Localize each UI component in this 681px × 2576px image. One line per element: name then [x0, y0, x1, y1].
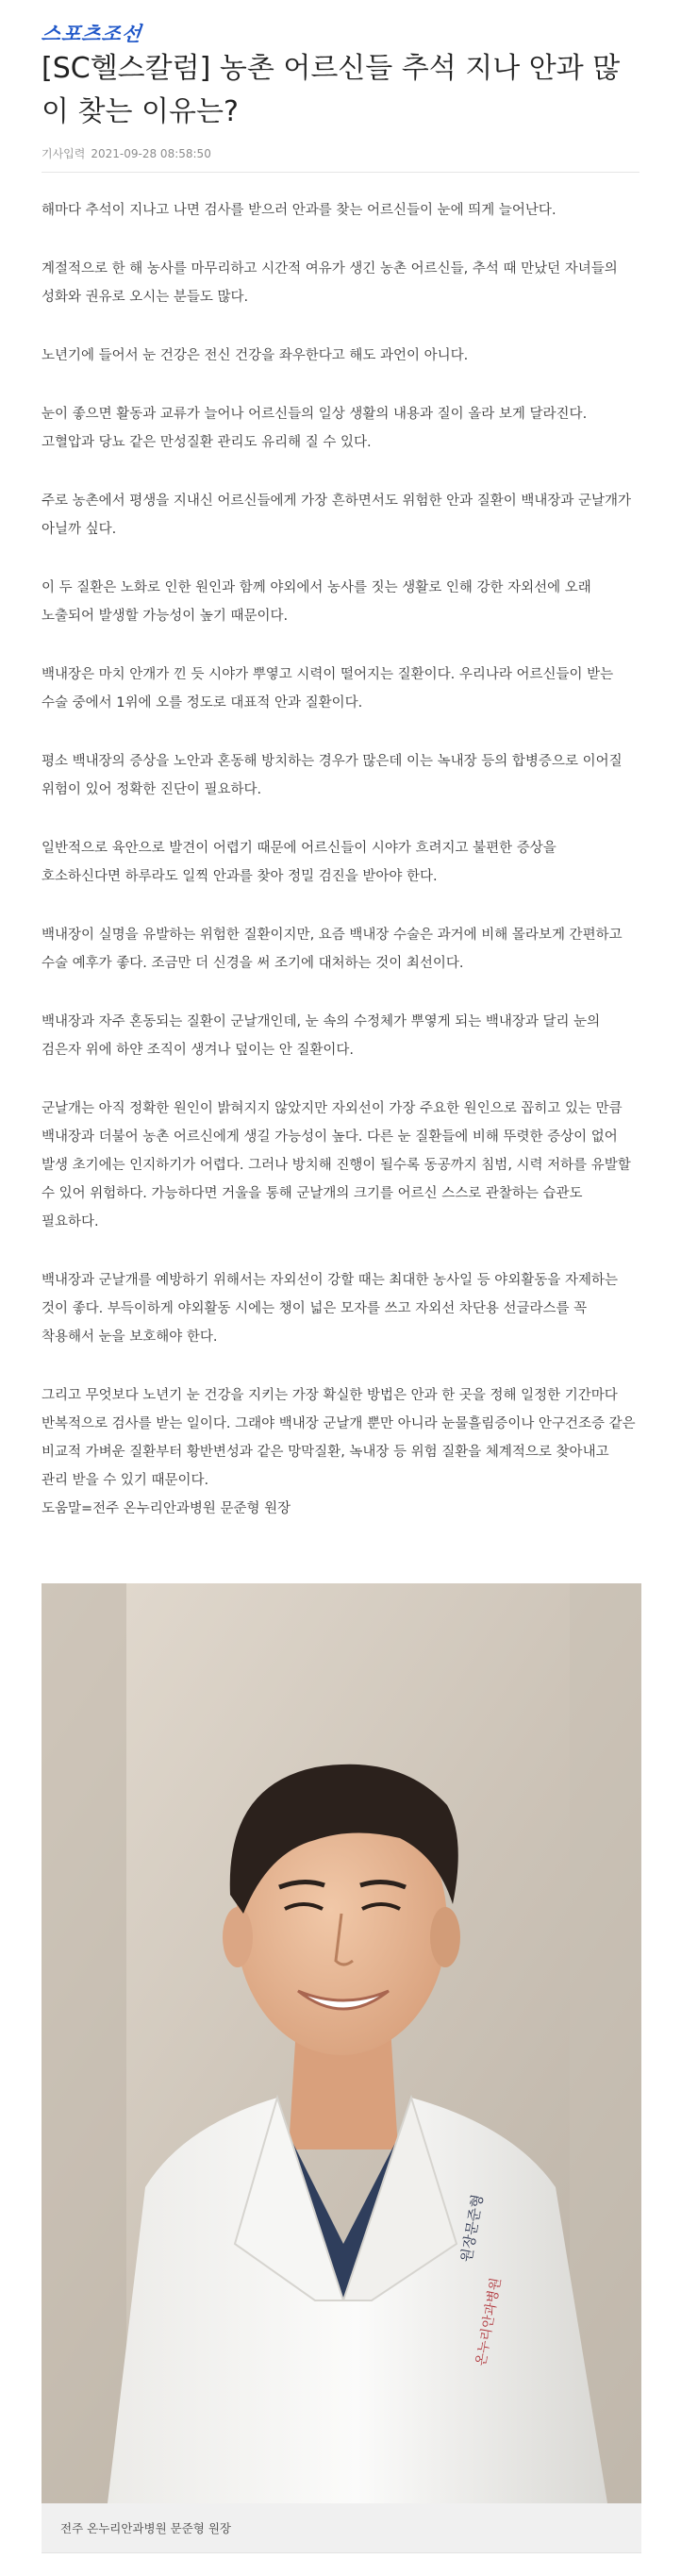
paragraph: 백내장과 군날개를 예방하기 위해서는 자외선이 강할 때는 최대한 농사일 등 야외활동을 자제하는 것이 좋다. 부득이하게 야외활동 시에는 챙이 넓은 모자를 쓰고 자외선 차단용 선글라스를 꼭 착용해서 눈을 보호해야 한다. [42, 1273, 618, 1345]
article-meta [42, 145, 217, 161]
paragraph: 이 두 질환은 노화로 인한 원인과 함께 야외에서 농사를 짓는 생활로 인해 강한 자외선에 오래 노출되어 발생할 가능성이 높기 때문이다. [42, 580, 591, 624]
paragraph: 눈이 좋으면 활동과 교류가 늘어나 어르신들의 일상 생활의 내용과 질이 올라 보게 달라진다. 고혈압과 당뇨 같은 만성질환 관리도 유리해 질 수 있다. [42, 407, 588, 450]
coat-hospital-text: 온누리안과병원 [473, 2276, 505, 2367]
paragraph: 계절적으로 한 해 농사를 마무리하고 시간적 여유가 생긴 농촌 어르신들, 추석 때 만났던 자녀들의 성화와 권유로 오시는 분들도 많다. [42, 261, 618, 305]
site-logo[interactable]: 스포츠조선 [40, 23, 143, 45]
article-title: [SC헬스칼럼] 농촌 어르신들 추석 지나 안과 많이 찾는 이유는? [42, 52, 621, 128]
paragraph: 백내장이 실명을 유발하는 위험한 질환이지만, 요즘 백내장 수술은 과거에 비해 몰라보게 간편하고 수술 예후가 좋다. 조금만 더 신경을 써 조기에 대처하는 것이 최선이다. [42, 928, 623, 971]
paragraph: 백내장은 마치 안개가 낀 듯 시야가 뿌옇고 시력이 떨어지는 질환이다. 우리나라 어르신들이 받는 수술 중에서 1위에 오를 정도로 대표적 안과 질환이다. [42, 667, 614, 711]
photo-caption [42, 2503, 641, 2553]
date-label: 기사입력 [42, 147, 86, 160]
article-credit: 도움말=전주 온누리안과병원 문준형 원장 [42, 1501, 291, 1516]
paragraph: 일반적으로 육안으로 발견이 어렵기 때문에 어르신들이 시야가 흐려지고 불편한 증상을 호소하신다면 하루라도 일찍 안과를 찾아 정밀 검진을 받아야 한다. [42, 841, 556, 884]
paragraph: 주로 농촌에서 평생을 지내신 어르신들에게 가장 흔하면서도 위험한 안과 질환이 백내장과 군날개가 아닐까 싶다. [42, 493, 631, 537]
paragraph: 백내장과 자주 혼동되는 질환이 군날개인데, 눈 속의 수정체가 뿌옇게 되는 백내장과 달리 눈의 검은자 위에 하얀 조직이 생겨나 덮이는 안 질환이다. [42, 1014, 601, 1058]
paragraph: 노년기에 들어서 눈 건강은 전신 건강을 좌우한다고 해도 과언이 아니다. [42, 348, 469, 363]
photo-caption-text: 전주 온누리안과병원 문준형 원장 [60, 2521, 231, 2535]
title-divider [42, 172, 639, 173]
doctor-photo [42, 1583, 641, 2503]
paragraph: 그리고 무엇보다 노년기 눈 건강을 지키는 가장 확실한 방법은 안과 한 곳을 정해 일정한 기간마다 반복적으로 검사를 받는 일이다. 그래야 백내장 군날개 뿐만 아니라 눈물흘림증이나 안구건조증 같은 비교적 가벼운 질환부터 황반변성과 같은 망막질환, 녹내장 등 위험 질환을 체계적으로 찾아내고 관리 받을 수 있기 때문이다. [42, 1388, 636, 1488]
paragraph: 해마다 추석이 지나고 나면 검사를 받으러 안과를 찾는 어르신들이 눈에 띄게 늘어난다. [42, 203, 556, 218]
paragraph: 군날개는 아직 정확한 원인이 밝혀지지 않았지만 자외선이 가장 주요한 원인으로 꼽히고 있는 만큼 백내장과 더불어 농촌 어르신에게 생길 가능성이 높다. 다른 눈 질환들에 비해 뚜렷한 증상이 없어 발생 초기에는 인지하기가 어렵다. 그러나 방치해 진행이 될수록 동공까지 침범, 시력 저하를 유발할 수 있어 위험하다. 가능하다면 거울을 통해 군날개의 크기를 어르신 스스로 관찰하는 습관도 필요하다. [42, 1101, 631, 1229]
coat-name-text: 원장문준형 [457, 2193, 487, 2264]
paragraph: 평소 백내장의 증상을 노안과 혼동해 방치하는 경우가 많은데 이는 녹내장 등의 합병증으로 이어질 위험이 있어 정확한 진단이 필요하다. [42, 754, 623, 797]
article-body [42, 196, 639, 1553]
article-date: 2021-09-28 08:58:50 [91, 147, 211, 160]
